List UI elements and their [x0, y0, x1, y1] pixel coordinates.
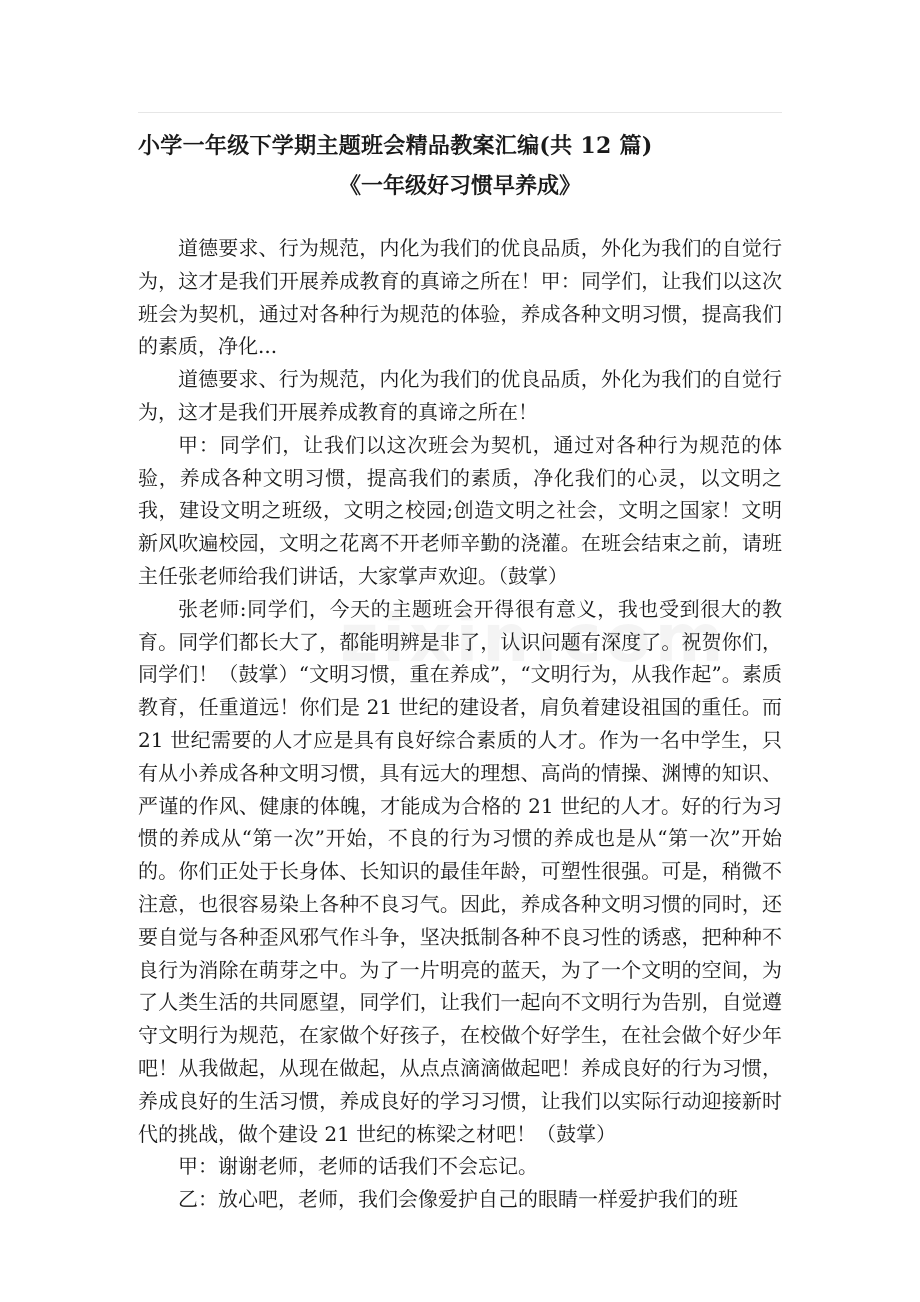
document-subtitle: 《一年级好习惯早养成》	[338, 173, 581, 199]
paragraph-speaker-jia: 甲：同学们，让我们以这次班会为契机，通过对各种行为规范的体验，养成各种文明习惯，提高我们的素质，净化我们的心灵，以文明之我，建设文明之班级，文明之校园;创造文明之社会，文明之国家！文明新风吹遍校园，文明之花离不开老师辛勤的浇灌。在班会结束之前，请班主任张老师给我们讲话，大家掌声欢迎。（鼓掌）	[138, 432, 782, 588]
document-body	[138, 232, 782, 1216]
document-page	[138, 128, 782, 1216]
paragraph-jia-thanks: 甲：谢谢老师，老师的话我们不会忘记。	[178, 1154, 538, 1179]
header-divider	[138, 112, 782, 113]
paragraph-moral-requirements: 道德要求、行为规范，内化为我们的优良品质，外化为我们的自觉行为，这才是我们开展养成教育的真谛之所在！	[138, 367, 782, 424]
document-title: 小学一年级下学期主题班会精品教案汇编(共 12 篇)	[138, 133, 653, 159]
paragraph-teacher-speech: 张老师:同学们，今天的主题班会开得很有意义，我也受到很大的教育。同学们都长大了，都能明辨是非了，认识问题有深度了。祝贺你们，同学们！（鼓掌）“文明习惯，重在养成”，“文明行为，从我作起”。素质教育，任重道远！你们是 21 世纪的建设者，肩负着建设祖国的重任。而 21 世纪需要的人才应是具有良好综合素质的人才。作为一名中学生，只有从小养成各种文明习惯，具有远大的理想、高尚的情操、渊博的知识、严谨的作风、健康的体魄，才能成为合格的 21 世纪的人才。好的行为习惯的养成从“第一次”开始，不良的行为习惯的养成也是从“第一次”开始的。你们正处于长身体、长知识的最佳年龄，可塑性很强。可是，稍微不注意，也很容易染上各种不良习气。因此，养成各种文明习惯的同时，还要自觉与各种歪风邪气作斗争，坚决抵制各种不良习性的诱惑，把种种不良行为消除在萌芽之中。为了一片明亮的蓝天，为了一个文明的空间，为了人类生活的共同愿望，同学们，让我们一起向不文明行为告别，自觉遵守文明行为规范，在家做个好孩子，在校做个好学生，在社会做个好少年吧！从我做起，从现在做起，从点点滴滴做起吧！养成良好的行为习惯，养成良好的生活习惯，养成良好的学习习惯，让我们以实际行动迎接新时代的挑战，做个建设 21 世纪的栋梁之材吧！（鼓掌）	[138, 596, 782, 1146]
paragraph-intro-summary: 道德要求、行为规范，内化为我们的优良品质，外化为我们的自觉行为，这才是我们开展养成教育的真谛之所在！甲：同学们，让我们以这次班会为契机，通过对各种行为规范的体验，养成各种文明习惯，提高我们的素质，净化...	[138, 236, 782, 359]
paragraph-yi-response: 乙：放心吧，老师，我们会像爱护自己的眼睛一样爱护我们的班	[178, 1187, 738, 1212]
